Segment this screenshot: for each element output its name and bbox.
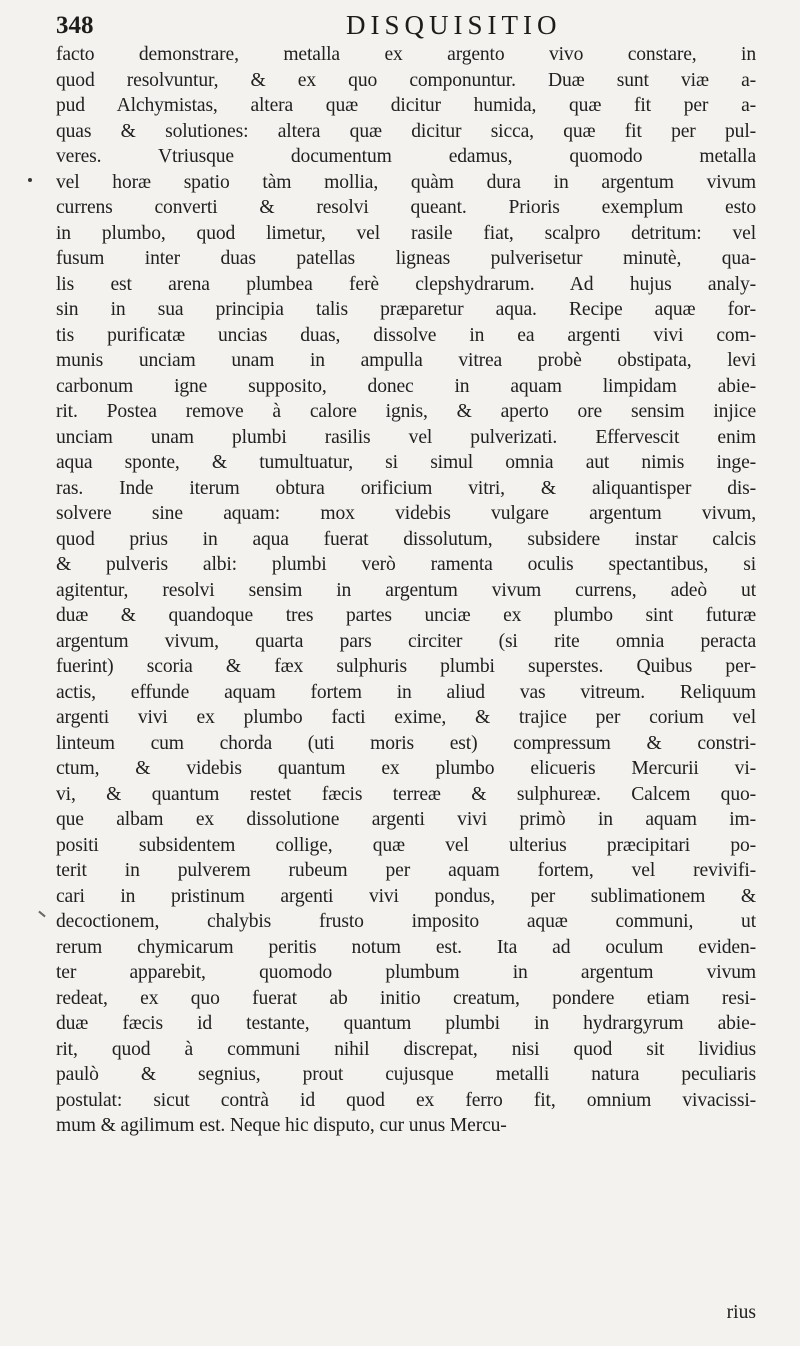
running-title: DISQUISITIO xyxy=(346,10,562,40)
text-line: fusum inter duas patellas ligneas pulverisetur minutè, qua- xyxy=(56,248,756,269)
text-line: & pulveris albi: plumbi verò ramenta oculis spectantibus, si xyxy=(56,554,756,575)
text-line: decoctionem, chalybis frusto imposito aquæ communi, ut xyxy=(56,911,756,932)
text-line: postulat: sicut contrà id quod ex ferro fit, omnium vivacissi- xyxy=(56,1089,756,1111)
text-line: linteum cum chorda (uti moris est) compressum & constri- xyxy=(56,732,756,754)
text-line: rerum chymicarum peritis notum est. Ita ad oculum eviden- xyxy=(56,936,756,958)
text-line: rit, quod à communi nihil discrepat, nisi quod sit lividius xyxy=(56,1038,756,1060)
text-line: cari in pristinum argenti vivi pondus, per sublimationem & xyxy=(56,885,756,907)
text-line: agitentur, resolvi sensim in argentum vivum currens, adeò ut xyxy=(56,579,756,601)
text-line: paulò & segnius, prout cujusque metalli natura peculiaris xyxy=(56,1064,756,1085)
text-line: quas & solutiones: altera quæ dicitur sicca, quæ fit per pul- xyxy=(56,120,756,142)
text-line: quod prius in aqua fuerat dissolutum, subsidere instar calcis xyxy=(56,528,756,550)
text-line: aqua sponte, & tumultuatur, si simul omnia aut nimis inge- xyxy=(56,452,756,473)
text-line: carbonum igne supposito, donec in aquam limpidam abie- xyxy=(56,375,756,397)
page-number: 348 xyxy=(56,12,94,39)
margin-dot-mark xyxy=(28,178,32,182)
text-line: que albam ex dissolutione argenti vivi primò in aquam im- xyxy=(56,809,756,830)
text-line: in plumbo, quod limetur, vel rasile fiat, scalpro detritum: vel xyxy=(56,222,756,244)
text-line: mum & agilimum est. Neque hic disputo, cur unus Mercu- xyxy=(56,1115,507,1136)
catchword: rius xyxy=(726,1302,756,1323)
text-line: rit. Postea remove à calore ignis, & aperto ore sensim injice xyxy=(56,401,756,422)
text-line: veres. Vtriusque documentum edamus, quomodo metalla xyxy=(56,146,756,167)
text-line: argenti vivi ex plumbo facti exime, & trajice per corium vel xyxy=(56,707,756,728)
text-line: terit in pulverem rubeum per aquam fortem, vel revivifi- xyxy=(56,860,756,881)
text-line: argentum vivum, quarta pars circiter (si rite omnia peracta xyxy=(56,630,756,652)
text-line: vi, & quantum restet fæcis terreæ & sulphureæ. Calcem quo- xyxy=(56,783,756,805)
body-text xyxy=(56,42,756,1139)
text-line: fuerint) scoria & fæx sulphuris plumbi superstes. Quibus per- xyxy=(56,656,756,677)
text-line: unciam unam plumbi rasilis vel pulverizati. Effervescit enim xyxy=(56,426,756,448)
text-line: pud Alchymistas, altera quæ dicitur humida, quæ fit per a- xyxy=(56,95,756,116)
text-line: positi subsidentem collige, quæ vel ulterius præcipitari po- xyxy=(56,834,756,856)
text-line: munis unciam unam in ampulla vitrea probè obstipata, levi xyxy=(56,350,756,371)
text-line: currens converti & resolvi queant. Prioris exemplum esto xyxy=(56,197,756,218)
text-line: ras. Inde iterum obtura orificium vitri, & aliquantisper dis- xyxy=(56,477,756,499)
margin-stroke-mark xyxy=(38,911,45,918)
running-head xyxy=(56,8,746,42)
text-line: vel horæ spatio tàm mollia, quàm dura in argentum vivum xyxy=(56,171,756,193)
text-line: quod resolvuntur, & ex quo componuntur. Duæ sunt viæ a- xyxy=(56,69,756,91)
text-line: duæ & quandoque tres partes unciæ ex plumbo sint futuræ xyxy=(56,605,756,626)
text-line: duæ fæcis id testante, quantum plumbi in hydrargyrum abie- xyxy=(56,1013,756,1034)
text-line: ctum, & videbis quantum ex plumbo elicueris Mercurii vi- xyxy=(56,758,756,779)
text-line: redeat, ex quo fuerat ab initio creatum, pondere etiam resi- xyxy=(56,987,756,1009)
text-line: tis purificatæ uncias duas, dissolve in ea argenti vivi com- xyxy=(56,324,756,346)
text-line: sin in sua principia talis præparetur aqua. Recipe aquæ for- xyxy=(56,299,756,320)
text-line: ter apparebit, quomodo plumbum in argentum vivum xyxy=(56,962,756,983)
text-line: actis, effunde aquam fortem in aliud vas vitreum. Reliquum xyxy=(56,681,756,703)
text-line: lis est arena plumbea ferè clepshydrarum. Ad hujus analy- xyxy=(56,273,756,295)
text-line: solvere sine aquam: mox videbis vulgare argentum vivum, xyxy=(56,503,756,524)
text-line: facto demonstrare, metalla ex argento vivo constare, in xyxy=(56,44,756,65)
